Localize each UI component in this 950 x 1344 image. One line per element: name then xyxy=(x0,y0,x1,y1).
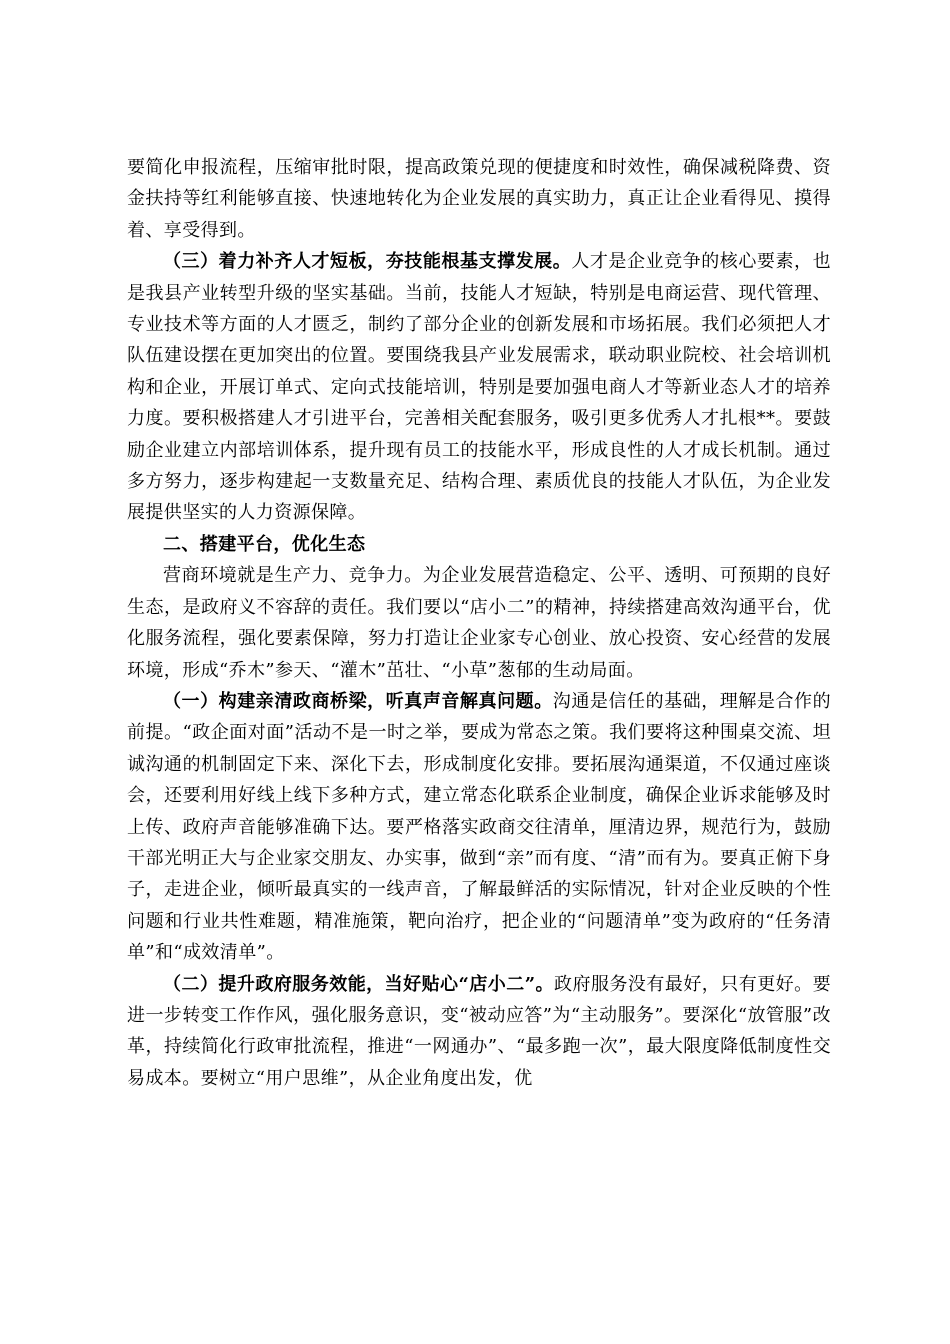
paragraph-policy-implementation: 要简化申报流程，压缩审批时限，提高政策兑现的便捷度和时效性，确保减税降费、资金扶持等红利能够直接、快速地转化为企业发展的真实助力，真正让企业看得见、摸得着、享受得到。 xyxy=(127,157,831,241)
subsection-heading-service: （二）提升政府服务效能，当好贴心“店小二”。 xyxy=(163,973,555,995)
paragraph-bridge-body: 沟通是信任的基础，理解是合作的前提。“政企面对面”活动不是一时之举，要成为常态之策。我们要将这种围桌交流、坦诚沟通的机制固定下来、深化下去，形成制度化安排。要拓展沟通渠道，不仅通过座谈会，还要利用好线上线下多种方式，建立常态化联系企业制度，确保企业诉求能够及时上传、政府声音能够准确下达。要严格落实政商交往清单，厘清边界，规范行为，鼓励干部光明正大与企业家交朋友、办实事，做到“亲”而有度、“清”而有为。要真正俯下身子，走进企业，倾听最真实的一线声音，了解最鲜活的实际情况，针对企业反映的个性问题和行业共性难题，精准施策，靶向治疗，把企业的“问题清单”变为政府的“任务清单”和“成效清单”。 xyxy=(127,690,832,964)
paragraph-service-efficiency xyxy=(127,969,831,1095)
subsection-heading-talent: （三）着力补齐人才短板，夯技能根基支撑发展。 xyxy=(163,251,572,273)
paragraph-government-business-bridge xyxy=(127,686,831,969)
subsection-heading-bridge: （一）构建亲清政商桥梁，听真声音解真问题。 xyxy=(163,690,553,712)
paragraph-service-body: 政府服务没有最好，只有更好。要进一步转变工作作风，强化服务意识，变“被动应答”为“主动服务”。要深化“放管服”改革，持续简化行政审批流程，推进“一网通办”、“最多跑一次”，最大限度降低制度性交易成本。要树立“用户思维”，从企业角度出发，优 xyxy=(127,973,831,1089)
document-page xyxy=(127,152,831,1094)
paragraph-business-environment: 营商环境就是生产力、竞争力。为企业发展营造稳定、公平、透明、可预期的良好生态，是政府义不容辞的责任。我们要以“店小二”的精神，持续搭建高效沟通平台，优化服务流程，强化要素保障，努力打造让企业家专心创业、放心投资、安心经营的发展环境，形成“乔木”参天、“灌木”茁壮、“小草”葱郁的生动局面。 xyxy=(127,565,831,681)
section-heading-platform: 二、搭建平台，优化生态 xyxy=(163,533,366,555)
paragraph-talent xyxy=(127,246,831,529)
paragraph-talent-body: 人才是企业竞争的核心要素，也是我县产业转型升级的坚实基础。当前，技能人才短缺，特别是电商运营、现代管理、专业技术等方面的人才匮乏，制约了部分企业的创新发展和市场拓展。我们必须把人才队伍建设摆在更加突出的位置。要围绕我县产业发展需求，联动职业院校、社会培训机构和企业，开展订单式、定向式技能培训，特别是要加强电商人才等新业态人才的培养力度。要积极搭建人才引进平台，完善相关配套服务，吸引更多优秀人才扎根**。要鼓励企业建立内部培训体系，提升现有员工的技能水平，形成良性的人才成长机制。通过多方努力，逐步构建起一支数量充足、结构合理、素质优良的技能人才队伍，为企业发展提供坚实的人力资源保障。 xyxy=(127,251,831,524)
